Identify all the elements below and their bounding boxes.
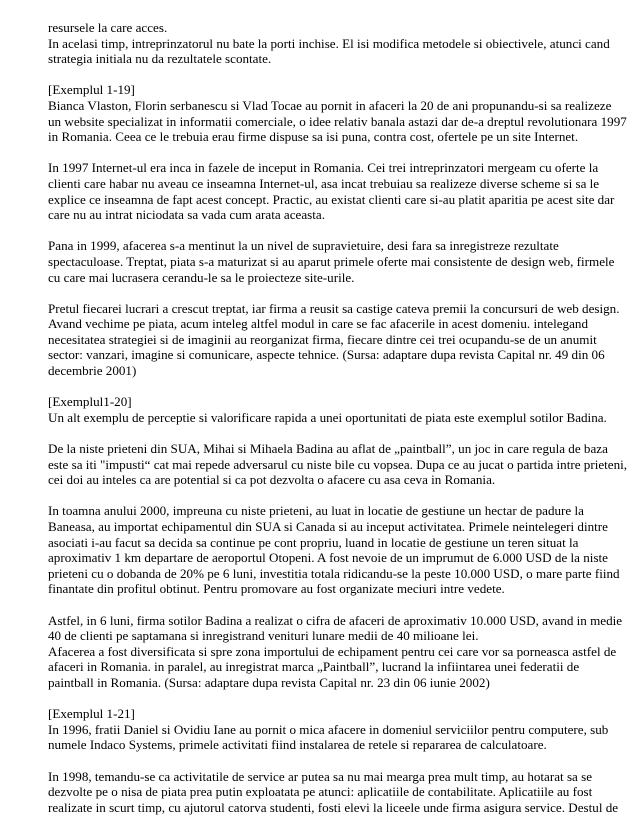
text-line: sector: vanzari, imagine si comunicare, aspecte tehnice. (Sursa: adaptare dupa revista Capital nr. 49 din 06	[48, 347, 605, 363]
text-line: finantate din profitul obtinut. Pentru promovare au fost organizate meciuri intre vedete.	[48, 581, 505, 597]
paragraph-example-1-19	[48, 82, 627, 145]
text-line: cei doi au inteles ca are potential si ca pot dezvolta o afacere cu asa ceva in Romania.	[48, 472, 496, 488]
text-line: cu care mai lucrasera cerandu-le sa le proiecteze site-urile.	[48, 269, 355, 285]
text-line: care nu au intrat niciodata sa vada cum arata aceasta.	[48, 207, 325, 223]
text-line: dezvolte pe o nisa de piata prea putin exploatata pe atunci: aplicatiile de contabilitate. Aplicatiile au fost	[48, 784, 593, 800]
paragraph-pret	[48, 300, 620, 379]
text-line: strategia initiala nu da rezultatele scontate.	[48, 51, 272, 67]
example-heading: [Exemplul 1-21]	[48, 706, 135, 722]
text-line: spectaculoase. Treptat, piata s-a maturizat si au aparut primele oferte mai consistente de design web, firmele	[48, 253, 615, 269]
paragraph-1999	[48, 238, 615, 285]
text-line: este sa iti "impusti“ cat mai repede adversarul cu niste bile cu vopsea. Dupa ce au jucat o partida intre prieteni,	[48, 456, 628, 472]
text-line: necesitatea strategiei si de imaginii au reorganizat firma, fiecare dintre cei trei ocupandu-se de un anumit	[48, 331, 597, 347]
text-line: asociati i-au facut sa decida sa continue pe cont propriu, luand in locatie de gestiune un teren situat la	[48, 534, 579, 550]
text-line: In 1998, temandu-se ca activitatile de service ar putea sa nu mai mearga prea mult timp, au hotarat sa se	[48, 768, 593, 784]
paragraph-example-1-21	[48, 706, 610, 753]
text-line: In 1997 Internet-ul era inca in fazele de inceput in Romania. Cei trei intreprinzatori mergeam cu oferte la	[48, 160, 599, 176]
text-line: clienti care habar nu aveau ce inseamna Internet-ul, asa incat trebuiau sa realizeze diverse scheme si sa le	[48, 175, 600, 191]
text-line: un website specializat in informatii comerciale, o idee relativ banala astazi dar de-a dreptul revolutionara 1997	[48, 113, 627, 129]
paragraph-intro	[48, 20, 610, 67]
paragraph-toamna-2000	[48, 503, 620, 597]
paragraph-example-1-20	[48, 394, 610, 425]
text-line: Baneasa, au importat echipamentul din SUA si Canada si au inceput activitatea. Primele neintelegeri dintre	[48, 519, 608, 534]
text-line: prieteni cu o dobanda de 20% pe 6 luni, investitia totala ridicandu-se la peste 10.000 USD, o mare parte fiind	[48, 565, 620, 581]
text-line: In 1996, fratii Daniel si Ovidiu Iane au pornit o mica afacere in domeniul serviciilor pentru computere, sub	[48, 721, 609, 737]
text-line: Afacerea a fost diversificata si spre zona importului de echipament pentru cei care vor sa porneasca astfel de	[48, 643, 617, 659]
text-line: numele Indaco Systems, primele activitati fiind instalarea de retele si repararea de calculatoare.	[48, 737, 547, 753]
paragraph-internet-1997	[48, 160, 615, 223]
text-line: In acelasi timp, intreprinzatorul nu bate la porti inchise. El isi modifica metodele si obiectivele, atunci cand	[48, 35, 610, 51]
text-line: Un alt exemplu de perceptie si valorificare rapida a unei oportunitati de piata este exemplul sotilor Badina.	[48, 409, 607, 425]
text-line: decembrie 2001)	[48, 363, 137, 379]
text-line: Astfel, in 6 luni, firma sotilor Badina a realizat o cifra de afaceri de aproximativ 10.000 USD, avand in medie	[48, 612, 623, 628]
text-line: realizate in scurt timp, cu ajutorul catorva studenti, fosti elevi la liceele unde firma asigura service. Destul de	[48, 799, 619, 815]
text-line: resursele la care acces.	[48, 20, 168, 35]
text-line: in Romania. Ceea ce le trebuia erau firme dispuse sa isi puna, contra cost, ofertele pe un site Internet.	[48, 129, 579, 145]
text-line: De la niste prieteni din SUA, Mihai si Mihaela Badina au aflat de „paintball”, un joc in care regula de baza	[48, 441, 608, 457]
example-heading: [Exemplul 1-19]	[48, 82, 135, 98]
text-line: paintball in Romania. (Sursa: adaptare dupa revista Capital nr. 23 din 06 iunie 2002)	[48, 674, 490, 690]
text-line: In toamna anului 2000, impreuna cu niste prieteni, au luat in locatie de gestiune un hectar de padure la	[48, 503, 584, 519]
text-line: Pana in 1999, afacerea s-a mentinut la un nivel de supravietuire, desi fara sa inregistreze rezultate	[48, 238, 559, 254]
example-heading: [Exemplul1-20]	[48, 394, 132, 410]
text-line: aproximativ 1 km departare de aeroportul Otopeni. A fost nevoie de un imprumut de 6.000 USD de la niste	[48, 550, 608, 566]
text-line: explice ce inseamna de fapt acest concept. Practic, au existat clienti care si-au platit aparitia pe acest site dar	[48, 191, 615, 207]
paragraph-paintball	[48, 441, 628, 488]
paragraph-astfel	[48, 612, 623, 691]
text-line: Avand vechime pe piata, acum inteleg altfel modul in care se fac afacerile in acest domeniu. intelegand	[48, 316, 588, 332]
paragraph-1998	[48, 768, 619, 816]
text-line: afaceri in Romania. in paralel, au inregistrat marca „Paintball”, lucrand la infiintarea unei federatii de	[48, 659, 580, 675]
text-line: 40 de clienti pe saptamana si inregistrand venituri lunare medii de 40 milioane lei.	[48, 628, 479, 644]
text-line: Bianca Vlaston, Florin serbanescu si Vlad Tocae au pornit in afaceri la 20 de ani propunandu-si sa realizeze	[48, 97, 612, 113]
text-line: Pretul fiecarei lucrari a crescut treptat, iar firma a reusit sa castige cateva premii la concursuri de web design.	[48, 300, 620, 316]
